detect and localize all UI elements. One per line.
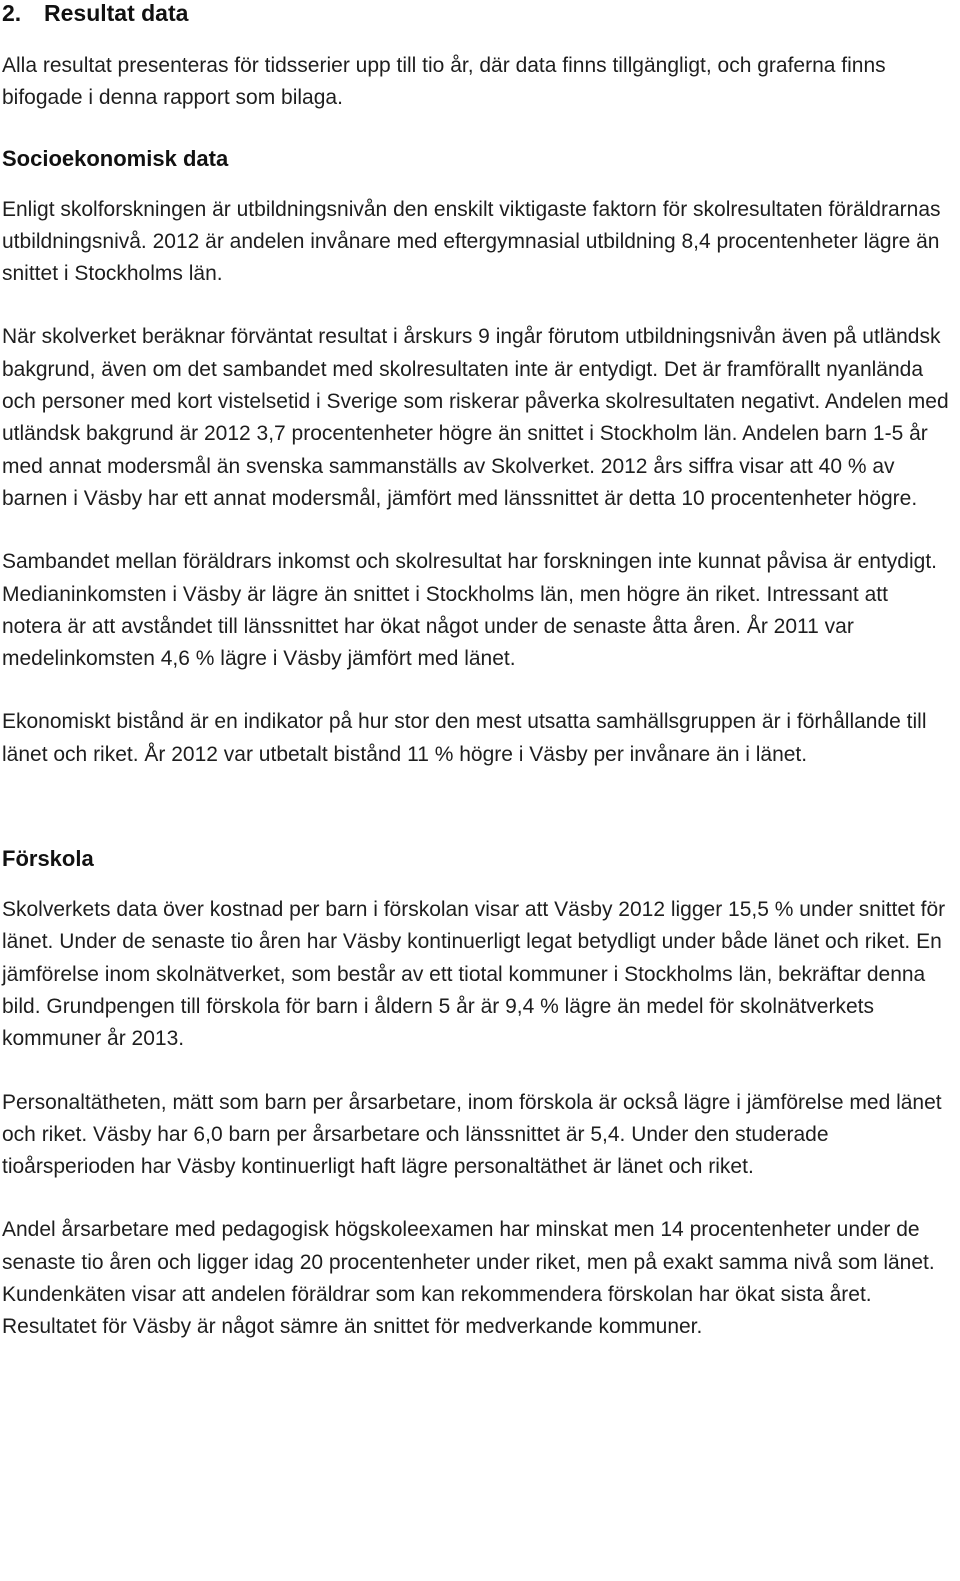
paragraph-segment: År 2011 var medelinkomsten 4,6 % lägre i Väsby jämfört med länet. [2, 614, 854, 671]
paragraph-segment: Andelen barn 1-5 år med annat modersmål än svenska sammanställs av Skolverket. [2, 422, 928, 478]
paragraph-segment: Enligt skolforskningen är utbildningsnivån den enskilt viktigaste faktorn för skolresultaten föräldrarnas utbildningsnivå. [2, 197, 941, 253]
socio-paragraph-1 [2, 194, 950, 291]
section-number: 2. [2, 0, 22, 26]
paragraph-segment: Sambandet mellan föräldrars inkomst och skolresultat har forskningen inte kunnat påvisa är entydigt. [2, 550, 937, 574]
socio-paragraph-4 [2, 706, 950, 771]
paragraph-segment: Grundpengen till förskola för barn i åldern 5 år är 9,4 % lägre än medel för skolnätverkets kommuner år 2013. [2, 994, 874, 1051]
forskola-heading: Förskola [2, 846, 94, 872]
paragraph-segment: Andel årsarbetare med pedagogisk högskoleexamen har minskat men 14 procentenheter under de senaste tio åren och ligger idag 20 procentenheter under riket, men på exakt samma nivå som länet. [2, 1218, 935, 1274]
forskola-paragraph-3 [2, 1214, 950, 1343]
section-title: Resultat data [44, 0, 189, 26]
document-page [2, 0, 950, 1344]
paragraph-segment: Personaltätheten, mätt som barn per årsarbetare, inom förskola är också lägre i jämförelse med länet och riket. [2, 1090, 942, 1146]
paragraph-segment: Väsby har 6,0 barn per årsarbetare och länssnittet är 5,4. [93, 1122, 632, 1146]
socio-heading: Socioekonomisk data [2, 145, 229, 171]
socio-paragraph-2 [2, 321, 950, 515]
paragraph-segment: Skolverkets data över kostnad per barn i förskolan visar att Väsby 2012 ligger 15,5 % under snittet för länet. [2, 898, 946, 954]
paragraph-segment: När skolverket beräknar förväntat resultat i årskurs 9 ingår förutom utbildningsnivån även på utländsk bakgrund, även om det sambandet med skolresultaten inte är entydigt. [2, 325, 941, 381]
paragraph-segment: Medianinkomsten i Väsby är lägre än snittet i Stockholms län, men högre än riket. [2, 582, 767, 606]
section-heading [2, 0, 950, 26]
paragraph-segment: 2012 är andelen invånare med eftergymnasial utbildning 8,4 procentenheter lägre än snittet i Stockholms län. [2, 229, 940, 286]
paragraph-segment: Kundenkäten visar att andelen föräldrar som kan rekommendera förskolan har ökat sista året. [2, 1283, 872, 1307]
paragraph-segment: Resultatet för Väsby är något sämre än snittet för medverkande kommuner. [2, 1315, 703, 1339]
paragraph-segment: År 2012 var utbetalt bistånd 11 % högre i Väsby per invånare än i länet. [144, 742, 808, 766]
forskola-paragraph-1 [2, 894, 950, 1055]
paragraph-segment: En jämförelse inom skolnätverket, som består av ett tiotal kommuner i Stockholms län, bekräftar denna bild. [2, 930, 942, 1018]
socio-paragraph-3 [2, 546, 950, 675]
paragraph-segment: Intressant att notera är att avståndet till länssnittet har ökat något under de senaste åtta åren. [2, 582, 888, 638]
paragraph-segment: 2012 års siffra visar att 40 % av barnen i Väsby har ett annat modersmål, jämfört med länssnittet är detta 10 procentenheter högre. [2, 454, 918, 510]
paragraph-segment: Under de senaste tio åren har Väsby kontinuerligt legat betydligt under både länet och riket. [59, 930, 917, 954]
paragraph-segment: Ekonomiskt bistånd är en indikator på hur stor den mest utsatta samhällsgruppen är i förhållande till länet och riket. [2, 710, 927, 766]
paragraph-segment: Under den studerade tioårsperioden har Väsby kontinuerligt haft lägre personaltäthet är länet och riket. [2, 1122, 829, 1179]
forskola-paragraph-2 [2, 1087, 950, 1184]
paragraph-segment: Det är framförallt nyanlända och personer med kort vistelsetid i Sverige som riskerar påverka skolresultaten negativt. [2, 357, 924, 414]
intro-paragraph: Alla resultat presenteras för tidsserier upp till tio år, där data finns tillgängligt, och graferna finns bifogade i denna rapport som bilaga. [2, 54, 886, 110]
paragraph-segment: Andelen med utländsk bakgrund är 2012 3,7 procentenheter högre än snittet i Stockholm län. [2, 390, 949, 446]
